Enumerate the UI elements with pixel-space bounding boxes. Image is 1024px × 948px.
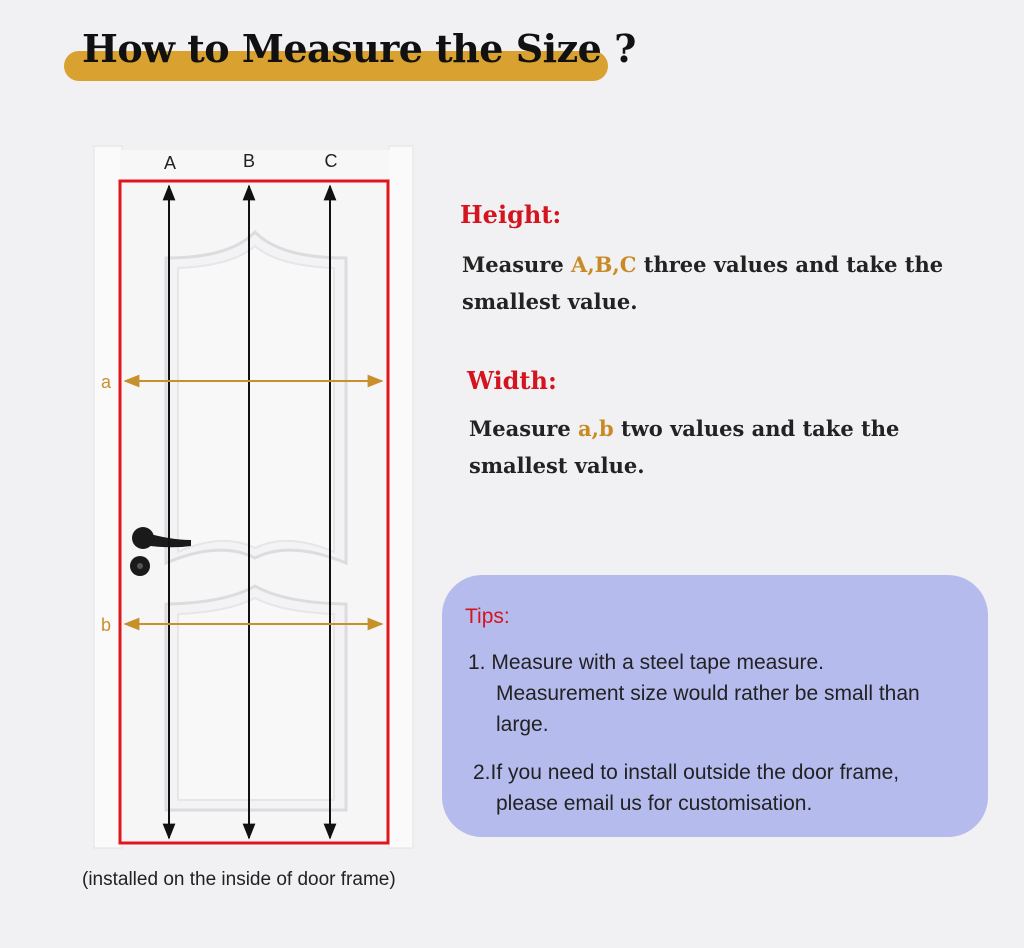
label-A: A <box>163 153 177 173</box>
door-casing-right <box>389 146 413 848</box>
height-line-1-suffix: three values and take the <box>636 252 944 277</box>
width-line-1-suffix: two values and take the <box>613 416 900 441</box>
door-illustration <box>0 0 440 948</box>
label-b: b <box>100 615 112 635</box>
height-line-1-prefix: Measure <box>462 252 572 277</box>
tip-2-line-1: 2.If you need to install outside the door frame, <box>473 761 900 784</box>
tip-1 <box>468 647 920 740</box>
tip-1-line-1: 1. Measure with a steel tape measure. <box>468 651 825 674</box>
height-instructions <box>462 246 943 320</box>
door-caption: (installed on the inside of door frame) <box>82 869 396 890</box>
door-casing-left <box>94 146 122 848</box>
width-heading: Width: <box>467 366 557 395</box>
width-line-1 <box>469 410 899 447</box>
tip-2 <box>473 757 899 819</box>
width-line-2: smallest value. <box>469 453 645 478</box>
tip-2-line-2: please email us for customisation. <box>496 792 813 815</box>
lower-panel-inner <box>178 598 334 800</box>
width-line-1-prefix: Measure <box>469 416 579 441</box>
door-diagram <box>0 0 440 948</box>
label-B: B <box>242 151 256 171</box>
page-title: How to Measure the Size ? <box>82 26 636 71</box>
label-a: a <box>100 372 112 392</box>
upper-panel-inner <box>178 246 334 552</box>
width-highlight: a,b <box>578 416 614 441</box>
height-line-1 <box>462 246 943 283</box>
height-heading: Height: <box>460 200 562 229</box>
tip-1-line-2: Measurement size would rather be small than <box>496 682 920 705</box>
label-C: C <box>324 151 338 171</box>
tips-heading: Tips: <box>465 605 510 628</box>
height-line-2: smallest value. <box>462 289 638 314</box>
tip-1-line-3: large. <box>496 713 549 736</box>
width-instructions <box>469 410 899 484</box>
height-highlight: A,B,C <box>571 252 637 277</box>
